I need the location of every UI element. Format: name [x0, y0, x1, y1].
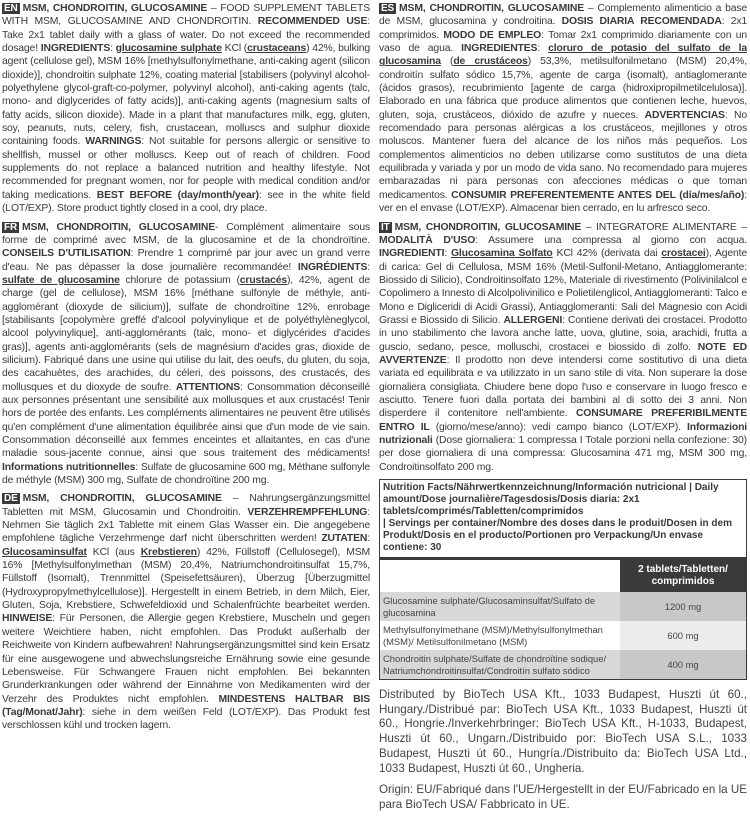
table-row	[380, 592, 746, 621]
distribution-info	[379, 688, 747, 813]
text-it-9: (Dose giornaliera: 1 compressa I Totale porzioni nella confezione: 30) per dose giornaliera di una compressa: Glucosamina 471 mg, MSM 300 mg, Condroitinsolfato 200 mg.	[379, 435, 747, 473]
text-it-5: ), Agente di carica: Gel di Cellulosa, MSM 16% (Metil-Sulfonil-Metano, Antiagglomerante: Biossido di Silicio), Condroitinsolfato 12%, Materiale di rivestimento (Polivinilalcol e Copolimero a Innesto di Alcolpolivinilico e Polietilenglicol, Antiagglomeranti: Talco e Mono e Digliceridi di Acidi Grassi), Antiagglomeranti: Sali del Magnesio con Acidi Grassi e Biossido di Silicio.	[379, 248, 747, 326]
text-fr-5: ), 42%, agent de charge (gel de cellulose), MSM 16% [méthane sulfonyle de méthyle, anti-agglomérant (dioxyde de silicium)], sulfate de chondroïtine 12%, enrobage [stabilisants [copolymère greffé d'alcool polyvinylique et de polyéthylèneglycol, alcool polyvinylique], anti-agglomérants (talc, mono- et diglycérides d'acides gras)], agents anti-agglomérants (sels de magnésium d'acides gras, dioxide de silicium). Fabriqué dans une usine qui utilise du lait, des oeufs, du gluten, du soja, des cacahuètes, des arachides, du céleri, des poissons, des crustacés, des mollusques et du dioxyde de soufre.	[2, 274, 370, 393]
product-name-es: MSM, CHONDROITIN, GLUCOSAMINE	[399, 3, 584, 14]
label-consumare-it: CONSUMARE PREFERIBILMENTE ENTRO IL	[379, 408, 747, 433]
label-attentions-fr: ATTENTIONS	[175, 381, 241, 393]
allergen-de-1: Glucosaminsulfat	[2, 546, 87, 558]
label-recommended-use: RECOMMENDED USE	[257, 16, 368, 28]
text-it-6: : Contiene derivati dei crostacei. Prodotto in uno stabilimento che lavora anche latte, uova, glutine, soia, arachidi, frutta a guscio, sedano, pesce, molluschi, crostacei e biossido di zolfo.	[379, 314, 747, 353]
label-best-before-en: BEST BEFORE (day/month/year)	[96, 189, 259, 201]
text-fr-6: : Consommation déconseillé aux personnes présentant une sensibilité aux mollusques et aux crustacés! Tenir hors de portée des enfants. Les compléments alimentaires ne peuvent être utilisés qu'en complément d'une alimentation équilibrée ainsi que d'un mode de vie sain. Consommation déconseillé aux femmes enceintes et allaitantes, en cas d'une maladie sous-jacente connue, ainsi que sous traitement des médicaments!	[2, 381, 370, 460]
label-hinweise-de: HINWEISE	[2, 613, 53, 625]
text-es-8: : ver en el envase (LOT/EXP). Almacenar bien cerrado, en lu arfresco seco.	[379, 189, 747, 215]
allergen-fr-2: crustacés	[239, 274, 287, 286]
label-verzehr-de: VERZEHREMPFEHLUNG	[247, 506, 368, 518]
nutrition-header-empty	[380, 560, 620, 592]
flag-es: ES	[381, 3, 395, 14]
text-it-4: KCl 42% (derivata dai	[552, 248, 662, 260]
label-nutrition-fr: Informations nutritionnelles	[2, 461, 136, 473]
text-de-2: : Nehmen Sie täglich 2x1 Tablette mit einem Glas Wasser ein. Die angegebene empfohlene tägliche Verzehrmenge darf nicht überschritten werden!	[2, 506, 370, 545]
text-es-4: :	[537, 43, 549, 55]
section-it	[379, 221, 747, 475]
nutrient-value: 600 mg	[620, 621, 746, 650]
label-nutrizionali-it: Informazioni nutrizionali	[379, 421, 748, 446]
allergen-es-2: de crustáceos	[453, 56, 528, 68]
origin-text: Origin: EU/Fabriqué dans l'UE/Hergestellt in der EU/Fabricado en la UE para BioTech USA/ Fabbricato in UE.	[379, 783, 747, 811]
nutrient-name: Glucosamine sulphate/Glucosaminsulfat/Sulfato de glucosamina	[380, 592, 620, 621]
allergen-en-1: glucosamine sulphate	[115, 43, 222, 55]
text-it-2: : Assumere una compressa al giorno con acqua.	[475, 234, 748, 246]
text-fr-7: : Sulfate de glucosamine 600 mg, Méthane sulfonyle de méthyle (MSM) 300 mg, Sulfate de chondroïtine 200 mg.	[2, 461, 370, 487]
text-es-6: ) 53,3%, metilsulfonilmetano (MSM) 20,4%, condroitín sulfato sódico 15,7%, agente de carga (isomalt), antiaglomerante (ácidos grasos), recubrimiento [agente de carga (hidroxipropilmetilcelulosa)]. Elaborado en una fábrica que produce alimentos que contienen leche, huevos, gluten, soja, crustáceos, dióxido de azufre y nueces.	[379, 56, 747, 121]
allergen-it-2: crostacei	[661, 248, 706, 260]
distributor-text: Distributed by BioTech USA Kft., 1033 Budapest, Huszti út 60., Hungary./Distribué par: BioTech USA Kft., 1033 Budapest, Huszti út 60., Hongrie./Inverkehrbringer: BioTech USA Kft., H-1033, Budapest, Huszti út 60., Ungarn./Distribuido por: BioTech USA S.L., 1033 Budapest, Huszti út 60., Hungría./Distribuito da: BioTech USA Ltd., 1033 Budapest, Huszti út 60., Ungheria.	[379, 688, 747, 775]
label-conseils-fr: CONSEILS D'UTILISATION	[2, 248, 131, 260]
label-dosis-es: DOSIS DIARIA RECOMENDADA	[561, 16, 722, 28]
nutrition-table-header-row	[380, 560, 746, 592]
text-en-7: : see in the white field (LOT/EXP). Store product tightly closed in a cool, dry place.	[2, 189, 370, 215]
flag-it: IT	[381, 221, 390, 233]
allergen-es-1: cloruro de potasio del sulfato de la glucosamina	[379, 43, 747, 68]
text-it-8: (giorno/mese/anno): vedi campo bianco (LOT/EXP).	[429, 421, 688, 433]
product-name-en: MSM, CHONDROITIN, GLUCOSAMINE	[22, 3, 208, 14]
flag-fr: FR	[4, 221, 18, 233]
label-advertencias-es: ADVERTENCIAS	[644, 109, 725, 121]
product-name-de: MSM, CHONDROITIN, GLUCOSAMINE	[22, 493, 222, 505]
text-es-1: – Complemento alimenticio a base de MSM, glucosamina y condroitina.	[379, 3, 748, 28]
text-es-3: : Tomar 2x1 comprimido diariamente con un vaso de agua.	[379, 29, 748, 55]
section-en	[2, 2, 370, 216]
left-column	[2, 2, 370, 738]
nutrition-facts-header	[380, 480, 746, 560]
text-de-5: ) 42%, Füllstoff (Cellulosegel), MSM 16% [Methylsulfonylmethan (MSM) 20,4%, Natriumchondroitinsulfat 15,7%, Füllstoff (Isomalt), Trennmittel (Speisefettsäuren), Überzug [Überzugmittel (Hydroxypropylmethylcellulose)]. Hergestellt in einem Betrieb, in dem Milch, Eier, Gluten, Soja, Krebstiere, Schwefeldioxid und Schalenfrüchte bearbeitet werden.	[2, 546, 370, 612]
nutrient-value: 400 mg	[620, 650, 746, 679]
nutrient-name: Chondroitin sulphate/Sulfate de chondroïtine sodique/ Natriumchondroitinsulfat/Condroitín sulfato sódico	[380, 650, 620, 679]
allergen-de-2: Krebstieren	[140, 546, 197, 558]
label-allergeni-it: ALLERGENI	[503, 314, 563, 326]
nutrition-column-header: 2 tablets/Tabletten/ comprimidos	[620, 560, 746, 592]
nutrient-value: 1200 mg	[620, 592, 746, 621]
text-en-1: – FOOD SUPPLEMENT TABLETS WITH MSM, GLUCOSAMINE AND CHONDROITIN.	[2, 3, 370, 28]
section-fr	[2, 221, 370, 488]
label-mhd-de: MINDESTENS HALTBAR BIS (Tag/Monat/Jahr)	[2, 693, 371, 718]
text-en-2: : Take 2x1 tablet daily with a glass of water. Do not exceed the recommended dosage!	[2, 16, 370, 55]
text-de-4: KCl (aus	[86, 546, 141, 558]
text-en-5: ) 42%, bulking agent (cellulose gel), MSM 16% [methylsulfonylmethane, anti-caking agent (silicon dioxide)], chondroitin sulphate 12%, coating material [stabilisers (polyvinyl alcohol-polyethylene glycol-graft-co-polymer, polyvinyl alcohol), anti-caking agents (talc, mono- and diglycerides of fatty acids)], anti-caking agents (magnesium salts of fatty acids, silicon dioxide). Made in a plant that manufactures milk, egg, gluten, soy, peanuts, nuts, celery, fish, crustacean, molluscs and sulphur dioxide containing foods.	[2, 43, 370, 148]
text-de-6: : Für Personen, die Allergie gegen Krebstiere, Muscheln und gegen weitere Weichtiere haben, nicht empfohlen. Das Produkt außerhalb der Reichweite von Kindern aufbewahren! Nahrungsergänzungsmittel sind kein Ersatz für eine ausgewogene und abwechslungsreiche Ernährung sowie eine gesunde Lebensweise. Für Schwangere Frauen nicht empfohlen. Bei bekannten Grunderkrankungen oder während der Einnahme von Medikamenten wird der Verzehr des Produktes nicht empfohlen.	[2, 613, 370, 705]
flag-en: EN	[4, 3, 18, 14]
text-de-3: :	[367, 533, 370, 545]
label-ingredients-fr: INGRÉDIENTS	[297, 261, 368, 273]
nutrient-name: Methylsulfonylmethane (MSM)/Methylsulfonylmethan (MSM)/ Metilsulfonilmetano (MSM)	[380, 621, 620, 650]
label-modalita-it: MODALITÀ D'USO	[379, 234, 476, 246]
text-fr-1: - Complément alimentaire sous forme de comprimé avec MSM, de la glucosamine et de la chondroïtine.	[2, 221, 370, 246]
section-de	[2, 492, 370, 732]
right-column	[379, 2, 747, 820]
flag-de: DE	[4, 493, 18, 505]
label-ingredienti-it: INGREDIENTI	[379, 248, 445, 260]
label-ingredientes-es: INGREDIENTES	[461, 43, 538, 55]
label-ingredients-en: INGREDIENTS	[40, 43, 111, 55]
text-es-5: (	[440, 56, 454, 68]
label-note-it: NOTE ED AVVERTENZE	[379, 341, 748, 366]
product-name-fr: MSM, CHONDROITIN, GLUCOSAMINE	[22, 221, 216, 233]
label-consumir-es: CONSUMIR PREFERENTEMENTE ANTES DEL (día/mes/año)	[451, 189, 745, 201]
section-es	[379, 2, 747, 216]
text-fr-3: :	[367, 261, 370, 273]
label-zutaten-de: ZUTATEN	[321, 533, 368, 545]
text-fr-2: : Prendre 1 comprimé par jour avec un grand verre d'eau. Ne pas dépasser la dose journalière recommandée!	[2, 248, 370, 273]
text-it-1: – INTEGRATORE ALIMENTARE –	[581, 221, 747, 233]
allergen-en-2: crustaceans	[247, 43, 307, 55]
nutrition-header-line-1: Nutrition Facts/Nährwertkennzeichnung/Información nutricional | Daily amount/Dose journalière/Tagesdosis/Dosis diaria: 2x1 tablets/comprimés/Tabletten/comprimidos	[383, 482, 719, 518]
text-es-7: : No recomendado para personas alérgicas a los crustáceos, mejillones y otros moluscos. Mantener fuera del alcance de los niños más pequeños. Los complementos alimenticios no deben utilizarse como sustitutos de una dieta equilibrada y variada y por un modo de vida sano. No recomendado para mujeres embarazadas ni para personas con afecciones médicas o que toman medicamentos.	[379, 109, 747, 201]
text-en-6: : Not suitable for persons allergic or sensitive to shellfish, mussel or other molluscs. Keep out of reach of children. Food supplements do not replace a balanced nutrition and healthy lifestyle. Not recommended for pregnant women, nor for people with medical condition and/or taking medications.	[2, 136, 370, 201]
nutrition-header-line-2: | Servings per container/Nombre des doses dans le produit/Dosen in dem Produkt/Dosis en el producto/Portionen pro Verpackung/Un envase contiene: 30	[383, 518, 732, 554]
text-en-4: KCl (	[221, 43, 248, 55]
label-warnings-en: WARNINGS	[85, 136, 142, 148]
product-name-it: MSM, CHONDROITIN, GLUCOSAMINE	[394, 221, 582, 233]
table-row	[380, 650, 746, 679]
text-it-3: :	[444, 248, 451, 260]
text-en-3: :	[110, 43, 116, 55]
text-de-7: : siehe in dem weißen Feld (LOT/EXP). Das Produkt fest verschlossen kühl und trocken lagern.	[2, 706, 370, 732]
allergen-fr-1: sulfate de glucosamine	[2, 274, 120, 286]
text-it-7: : Il prodotto non deve intendersi come sostitutivo di una dieta variata ed equilibrata e va utilizzato in un sano stile di vita. Non superare la dose giornaliera consigliata. Chiudere bene dopo l'uso e conservare in luogo fresco e asciutto. Tenere fuori dalla portata dei bambini al di sotto dei 3 anni. Non disperdere il contenitore nell'ambiente.	[379, 354, 747, 420]
text-de-1: – Nahrungsergänzungsmittel Tabletten mit MSM, Glucosamin und Chondroitin.	[2, 493, 370, 518]
label-modo-es: MODO DE EMPLEO	[443, 29, 542, 41]
text-fr-4: chlorure de potassium (	[119, 274, 240, 286]
nutrition-facts-box	[379, 479, 747, 680]
allergen-it-1: Glucosamina Solfato	[450, 248, 553, 260]
table-row	[380, 621, 746, 650]
text-es-2: : 2x1 comprimidos.	[379, 16, 748, 41]
nutrition-table	[380, 560, 746, 679]
